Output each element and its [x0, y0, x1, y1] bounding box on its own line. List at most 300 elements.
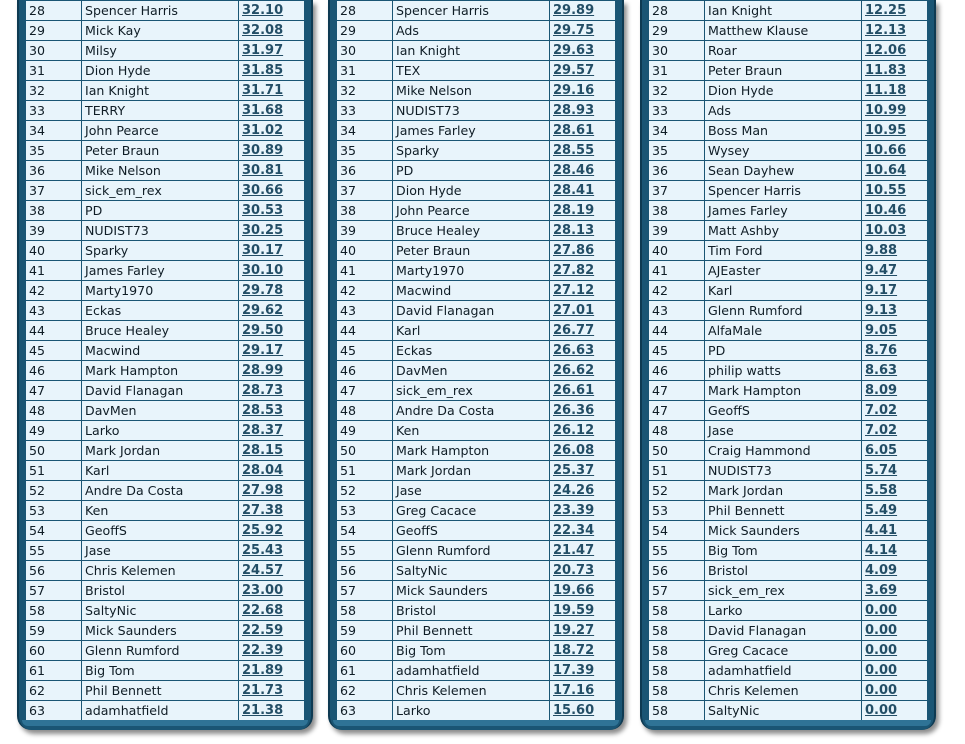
table-row: [649, 101, 928, 121]
score-link[interactable]: 31.71: [242, 83, 284, 98]
score-link[interactable]: 30.10: [242, 263, 284, 278]
score-cell: [862, 621, 928, 641]
rank-cell: 40: [337, 241, 393, 261]
player-name-cell: Marty1970: [393, 261, 550, 281]
table-row: [649, 201, 928, 221]
score-cell: [239, 341, 305, 361]
score-link[interactable]: 25.43: [242, 543, 284, 558]
rank-cell: 58: [649, 621, 705, 641]
score-link[interactable]: 27.38: [242, 503, 284, 518]
score-link[interactable]: 9.47: [865, 263, 898, 278]
rank-cell: 44: [649, 321, 705, 341]
player-name-cell: Glenn Rumford: [82, 641, 239, 661]
score-cell: [550, 321, 616, 341]
table-row: [337, 641, 616, 661]
score-link[interactable]: 28.61: [553, 123, 595, 138]
score-link[interactable]: 10.99: [865, 103, 907, 118]
table-row: [26, 341, 305, 361]
score-link[interactable]: 9.13: [865, 303, 898, 318]
rank-cell: 37: [337, 181, 393, 201]
score-link[interactable]: 10.55: [865, 183, 907, 198]
score-cell: [550, 221, 616, 241]
score-link[interactable]: 4.14: [865, 543, 898, 558]
score-link[interactable]: 0.00: [865, 623, 898, 638]
score-link[interactable]: 28.53: [242, 403, 284, 418]
table-row: [649, 381, 928, 401]
table-row: [649, 561, 928, 581]
score-cell: [862, 61, 928, 81]
table-row: [649, 621, 928, 641]
rank-cell: 39: [337, 221, 393, 241]
score-link[interactable]: 23.00: [242, 583, 284, 598]
score-cell: [239, 141, 305, 161]
score-link[interactable]: 26.08: [553, 443, 595, 458]
score-cell: [862, 441, 928, 461]
score-link[interactable]: 15.60: [553, 703, 595, 718]
rank-cell: 28: [26, 1, 82, 21]
rank-cell: 62: [26, 681, 82, 701]
table-row: [337, 201, 616, 221]
table-row: [649, 441, 928, 461]
table-row: [649, 1, 928, 21]
score-link[interactable]: 31.85: [242, 63, 284, 78]
rank-cell: 42: [26, 281, 82, 301]
score-link[interactable]: 32.08: [242, 23, 284, 38]
player-name-cell: Mick Saunders: [393, 581, 550, 601]
score-cell: [239, 21, 305, 41]
score-link[interactable]: 23.39: [553, 503, 595, 518]
leaderboard-table-2: [336, 0, 616, 721]
rank-cell: 50: [26, 441, 82, 461]
player-name-cell: Boss Man: [705, 121, 862, 141]
score-link[interactable]: 24.26: [553, 483, 595, 498]
score-cell: [550, 281, 616, 301]
rank-cell: 57: [337, 581, 393, 601]
score-link[interactable]: 19.59: [553, 603, 595, 618]
score-link[interactable]: 19.27: [553, 623, 595, 638]
score-link[interactable]: 10.64: [865, 163, 907, 178]
score-link[interactable]: 5.49: [865, 503, 898, 518]
score-link[interactable]: 0.00: [865, 643, 898, 658]
rank-cell: 63: [337, 701, 393, 721]
score-link[interactable]: 29.78: [242, 283, 284, 298]
table-row: [26, 681, 305, 701]
score-link[interactable]: 29.63: [553, 43, 595, 58]
table-row: [26, 581, 305, 601]
score-cell: [862, 481, 928, 501]
score-cell: [239, 101, 305, 121]
score-link[interactable]: 5.58: [865, 483, 898, 498]
score-link[interactable]: 7.02: [865, 403, 898, 418]
score-cell: [239, 321, 305, 341]
table-row: [337, 401, 616, 421]
rank-cell: 47: [337, 381, 393, 401]
table-row: [649, 641, 928, 661]
rank-cell: 31: [337, 61, 393, 81]
rank-cell: 33: [649, 101, 705, 121]
player-name-cell: sick_em_rex: [705, 581, 862, 601]
score-link[interactable]: 9.17: [865, 283, 898, 298]
rank-cell: 48: [649, 421, 705, 441]
player-name-cell: Greg Cacace: [705, 641, 862, 661]
score-link[interactable]: 21.73: [242, 683, 284, 698]
score-link[interactable]: 30.17: [242, 243, 284, 258]
score-cell: [862, 381, 928, 401]
player-name-cell: adamhatfield: [393, 661, 550, 681]
player-name-cell: John Pearce: [82, 121, 239, 141]
rank-cell: 55: [337, 541, 393, 561]
score-cell: [550, 601, 616, 621]
score-cell: [862, 661, 928, 681]
table-row: [337, 281, 616, 301]
rank-cell: 56: [337, 561, 393, 581]
score-link[interactable]: 0.00: [865, 663, 898, 678]
score-cell: [862, 221, 928, 241]
table-row: [649, 161, 928, 181]
score-link[interactable]: 11.83: [865, 63, 907, 78]
table-row: [26, 201, 305, 221]
score-link[interactable]: 26.36: [553, 403, 595, 418]
table-row: [26, 601, 305, 621]
rank-cell: 48: [26, 401, 82, 421]
rank-cell: 40: [26, 241, 82, 261]
player-name-cell: David Flanagan: [393, 301, 550, 321]
table-row: [337, 661, 616, 681]
score-link[interactable]: 26.61: [553, 383, 595, 398]
table-row: [337, 381, 616, 401]
rank-cell: 55: [26, 541, 82, 561]
score-cell: [239, 221, 305, 241]
score-link[interactable]: 27.82: [553, 263, 595, 278]
table-row: [649, 301, 928, 321]
score-link[interactable]: 26.77: [553, 323, 595, 338]
score-cell: [862, 361, 928, 381]
score-cell: [550, 501, 616, 521]
score-cell: [862, 101, 928, 121]
score-link[interactable]: 0.00: [865, 683, 898, 698]
score-cell: [239, 501, 305, 521]
rank-cell: 44: [26, 321, 82, 341]
score-link[interactable]: 20.73: [553, 563, 595, 578]
table-row: [26, 541, 305, 561]
score-link[interactable]: 8.76: [865, 343, 898, 358]
score-cell: [550, 241, 616, 261]
table-row: [26, 561, 305, 581]
score-link[interactable]: 26.62: [553, 363, 595, 378]
panel-footer: [22, 720, 308, 726]
rank-cell: 35: [26, 141, 82, 161]
score-link[interactable]: 28.93: [553, 103, 595, 118]
rank-cell: 33: [337, 101, 393, 121]
score-link[interactable]: 30.81: [242, 163, 284, 178]
score-cell: [862, 181, 928, 201]
score-link[interactable]: 25.92: [242, 523, 284, 538]
player-name-cell: Mark Jordan: [82, 441, 239, 461]
score-link[interactable]: 24.57: [242, 563, 284, 578]
score-link[interactable]: 9.88: [865, 243, 898, 258]
score-link[interactable]: 4.09: [865, 563, 898, 578]
table-row: [649, 701, 928, 721]
score-cell: [550, 41, 616, 61]
table-row: [26, 661, 305, 681]
table-row: [649, 581, 928, 601]
score-link[interactable]: 10.95: [865, 123, 907, 138]
table-row: [337, 461, 616, 481]
score-cell: [550, 581, 616, 601]
rank-cell: 47: [649, 401, 705, 421]
score-cell: [239, 121, 305, 141]
score-link[interactable]: 11.18: [865, 83, 907, 98]
score-cell: [550, 621, 616, 641]
score-link[interactable]: 4.41: [865, 523, 898, 538]
score-cell: [550, 161, 616, 181]
player-name-cell: Ken: [82, 501, 239, 521]
score-cell: [550, 401, 616, 421]
score-link[interactable]: 28.37: [242, 423, 284, 438]
score-link[interactable]: 28.15: [242, 443, 284, 458]
player-name-cell: NUDIST73: [705, 461, 862, 481]
score-link[interactable]: 10.03: [865, 223, 907, 238]
score-link[interactable]: 0.00: [865, 703, 898, 718]
score-link[interactable]: 30.53: [242, 203, 284, 218]
score-link[interactable]: 12.13: [865, 23, 907, 38]
score-cell: [550, 101, 616, 121]
score-link[interactable]: 17.39: [553, 663, 595, 678]
rank-cell: 36: [337, 161, 393, 181]
table-row: [337, 161, 616, 181]
score-link[interactable]: 12.25: [865, 3, 907, 18]
score-link[interactable]: 22.68: [242, 603, 284, 618]
score-link[interactable]: 25.37: [553, 463, 595, 478]
score-link[interactable]: 21.89: [242, 663, 284, 678]
score-link[interactable]: 26.12: [553, 423, 595, 438]
player-name-cell: Glenn Rumford: [705, 301, 862, 321]
rank-cell: 58: [649, 681, 705, 701]
score-cell: [862, 161, 928, 181]
rank-cell: 53: [337, 501, 393, 521]
player-name-cell: Bristol: [82, 581, 239, 601]
table-row: [649, 241, 928, 261]
table-row: [337, 61, 616, 81]
score-link[interactable]: 30.66: [242, 183, 284, 198]
player-name-cell: Jase: [705, 421, 862, 441]
score-link[interactable]: 21.38: [242, 703, 284, 718]
player-name-cell: Mike Nelson: [393, 81, 550, 101]
score-cell: [862, 501, 928, 521]
score-cell: [239, 421, 305, 441]
table-row: [337, 501, 616, 521]
player-name-cell: Sean Dayhew: [705, 161, 862, 181]
table-row: [26, 381, 305, 401]
score-link[interactable]: 28.46: [553, 163, 595, 178]
rank-cell: 34: [337, 121, 393, 141]
rank-cell: 52: [337, 481, 393, 501]
player-name-cell: Mark Hampton: [82, 361, 239, 381]
player-name-cell: Marty1970: [82, 281, 239, 301]
player-name-cell: Big Tom: [705, 541, 862, 561]
score-link[interactable]: 10.46: [865, 203, 907, 218]
rank-cell: 58: [337, 601, 393, 621]
score-link[interactable]: 29.75: [553, 23, 595, 38]
score-link[interactable]: 30.89: [242, 143, 284, 158]
score-link[interactable]: 29.16: [553, 83, 595, 98]
table-row: [337, 601, 616, 621]
score-cell: [862, 601, 928, 621]
player-name-cell: philip watts: [705, 361, 862, 381]
table-row: [337, 681, 616, 701]
rank-cell: 39: [649, 221, 705, 241]
score-link[interactable]: 28.73: [242, 383, 284, 398]
score-cell: [239, 241, 305, 261]
score-link[interactable]: 18.72: [553, 643, 595, 658]
score-link[interactable]: 31.02: [242, 123, 284, 138]
player-name-cell: Eckas: [393, 341, 550, 361]
score-link[interactable]: 28.99: [242, 363, 284, 378]
score-link[interactable]: 6.05: [865, 443, 898, 458]
rank-cell: 58: [649, 701, 705, 721]
rank-cell: 49: [26, 421, 82, 441]
score-link[interactable]: 29.17: [242, 343, 284, 358]
score-link[interactable]: 28.41: [553, 183, 595, 198]
score-link[interactable]: 8.63: [865, 363, 898, 378]
score-link[interactable]: 31.97: [242, 43, 284, 58]
score-cell: [550, 381, 616, 401]
score-link[interactable]: 27.98: [242, 483, 284, 498]
score-link[interactable]: 32.10: [242, 3, 284, 18]
table-row: [26, 1, 305, 21]
score-link[interactable]: 28.04: [242, 463, 284, 478]
table-row: [649, 141, 928, 161]
score-link[interactable]: 19.66: [553, 583, 595, 598]
score-link[interactable]: 31.68: [242, 103, 284, 118]
table-row: [26, 281, 305, 301]
table-row: [337, 41, 616, 61]
score-cell: [862, 241, 928, 261]
score-link[interactable]: 22.39: [242, 643, 284, 658]
player-name-cell: sick_em_rex: [393, 381, 550, 401]
score-link[interactable]: 10.66: [865, 143, 907, 158]
player-name-cell: Larko: [393, 701, 550, 721]
player-name-cell: Mick Saunders: [82, 621, 239, 641]
table-row: [649, 321, 928, 341]
score-link[interactable]: 29.89: [553, 3, 595, 18]
score-cell: [550, 301, 616, 321]
table-row: [649, 41, 928, 61]
score-link[interactable]: 29.57: [553, 63, 595, 78]
rank-cell: 54: [26, 521, 82, 541]
score-link[interactable]: 3.69: [865, 583, 898, 598]
player-name-cell: GeoffS: [393, 521, 550, 541]
player-name-cell: Bristol: [393, 601, 550, 621]
player-name-cell: Karl: [705, 281, 862, 301]
player-name-cell: PD: [705, 341, 862, 361]
table-row: [649, 421, 928, 441]
table-row: [337, 441, 616, 461]
score-link[interactable]: 29.50: [242, 323, 284, 338]
score-cell: [550, 261, 616, 281]
score-link[interactable]: 21.47: [553, 543, 595, 558]
score-cell: [550, 681, 616, 701]
table-row: [26, 641, 305, 661]
score-cell: [239, 661, 305, 681]
table-row: [649, 601, 928, 621]
score-cell: [239, 281, 305, 301]
score-link[interactable]: 28.55: [553, 143, 595, 158]
score-cell: [239, 161, 305, 181]
score-link[interactable]: 26.63: [553, 343, 595, 358]
rank-cell: 47: [26, 381, 82, 401]
score-link[interactable]: 0.00: [865, 603, 898, 618]
score-cell: [239, 701, 305, 721]
score-link[interactable]: 29.62: [242, 303, 284, 318]
rank-cell: 31: [26, 61, 82, 81]
score-link[interactable]: 17.16: [553, 683, 595, 698]
player-name-cell: Karl: [82, 461, 239, 481]
score-link[interactable]: 28.19: [553, 203, 595, 218]
player-name-cell: Peter Braun: [705, 61, 862, 81]
table-row: [649, 501, 928, 521]
rank-cell: 35: [649, 141, 705, 161]
rank-cell: 41: [649, 261, 705, 281]
score-link[interactable]: 9.05: [865, 323, 898, 338]
rank-cell: 51: [337, 461, 393, 481]
score-cell: [239, 521, 305, 541]
table-row: [26, 161, 305, 181]
score-link[interactable]: 27.12: [553, 283, 595, 298]
player-name-cell: Macwind: [393, 281, 550, 301]
rank-cell: 43: [649, 301, 705, 321]
rank-cell: 37: [26, 181, 82, 201]
score-link[interactable]: 30.25: [242, 223, 284, 238]
score-link[interactable]: 22.34: [553, 523, 595, 538]
player-name-cell: Dion Hyde: [393, 181, 550, 201]
score-cell: [862, 541, 928, 561]
table-row: [26, 441, 305, 461]
score-link[interactable]: 28.13: [553, 223, 595, 238]
score-link[interactable]: 27.86: [553, 243, 595, 258]
score-link[interactable]: 12.06: [865, 43, 907, 58]
rank-cell: 45: [337, 341, 393, 361]
player-name-cell: Roar: [705, 41, 862, 61]
score-link[interactable]: 22.59: [242, 623, 284, 638]
score-link[interactable]: 7.02: [865, 423, 898, 438]
score-link[interactable]: 27.01: [553, 303, 595, 318]
score-link[interactable]: 5.74: [865, 463, 898, 478]
score-link[interactable]: 8.09: [865, 383, 898, 398]
score-cell: [550, 641, 616, 661]
player-name-cell: GeoffS: [82, 521, 239, 541]
rank-cell: 30: [649, 41, 705, 61]
rank-cell: 59: [337, 621, 393, 641]
player-name-cell: NUDIST73: [82, 221, 239, 241]
rank-cell: 28: [337, 1, 393, 21]
score-cell: [239, 541, 305, 561]
score-cell: [862, 281, 928, 301]
table-row: [26, 61, 305, 81]
rank-cell: 60: [337, 641, 393, 661]
table-row: [337, 701, 616, 721]
score-cell: [239, 261, 305, 281]
rank-cell: 39: [26, 221, 82, 241]
score-cell: [862, 561, 928, 581]
player-name-cell: Ian Knight: [393, 41, 550, 61]
score-cell: [862, 421, 928, 441]
player-name-cell: Big Tom: [82, 661, 239, 681]
rank-cell: 35: [337, 141, 393, 161]
rank-cell: 30: [337, 41, 393, 61]
score-cell: [550, 521, 616, 541]
score-cell: [239, 401, 305, 421]
